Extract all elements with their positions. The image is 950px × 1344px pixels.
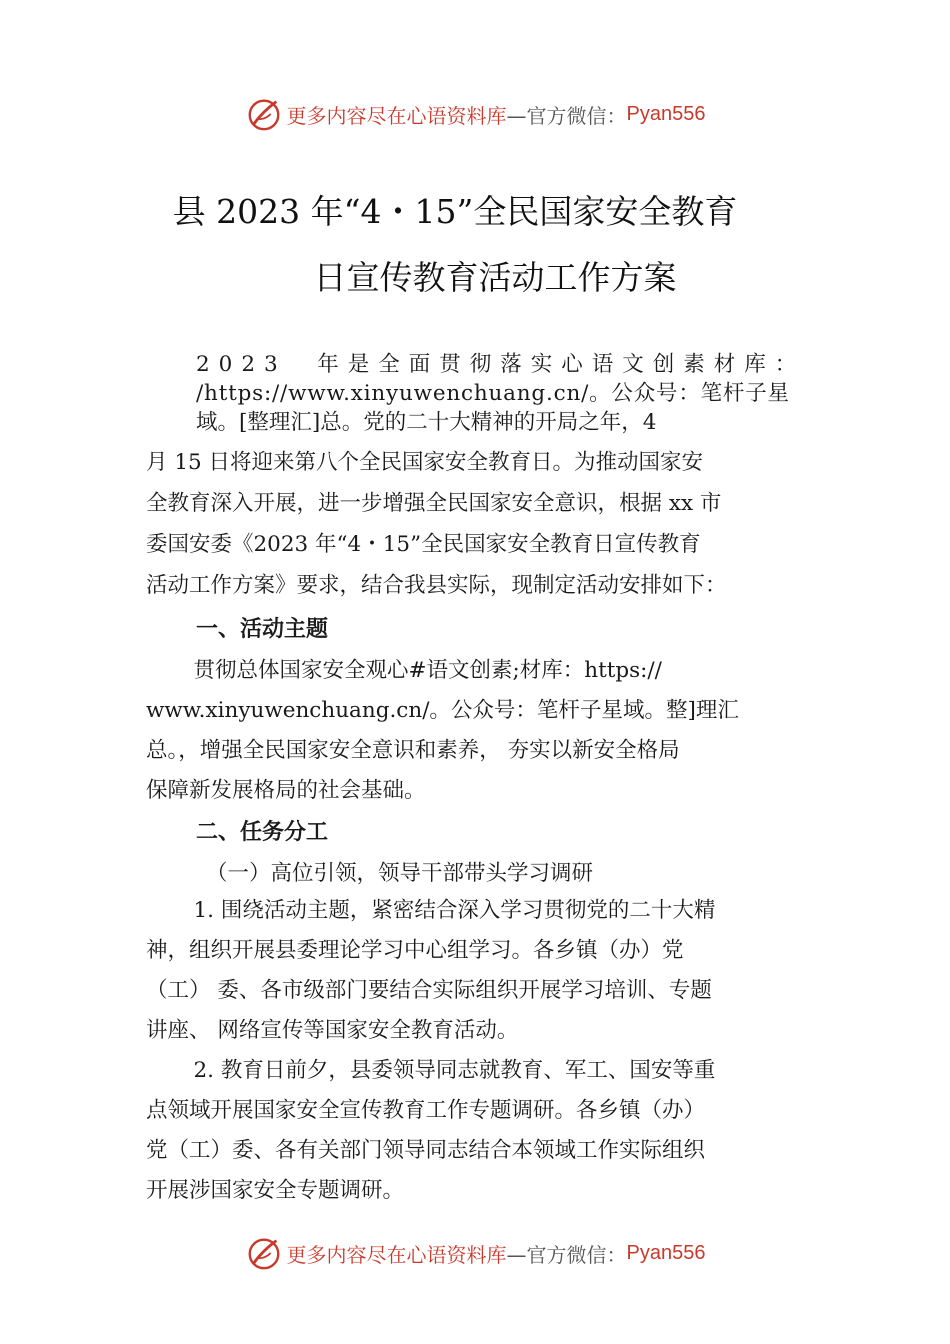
intro-body-line-1: 月 15 日将迎来第八个全民国家安全教育日。为推动国家安 bbox=[146, 450, 704, 475]
item-1-line-4: 讲座、 网络宣传等国家安全教育活动。 bbox=[146, 1018, 519, 1043]
item-2-line-4: 开展涉国家安全专题调研。 bbox=[146, 1178, 405, 1203]
intro-body-line-2: 全教育深入开展，进一步增强全民国家安全意识，根据 xx 市 bbox=[146, 491, 722, 516]
banner-brand-text: 更多内容尽在心语资料库 bbox=[286, 1242, 507, 1267]
section-1-line-3: 总。，增强全民国家安全意识和素养， 夯实以新安全格局 bbox=[146, 738, 680, 763]
section-1-heading: 一、活动主题 bbox=[196, 617, 329, 642]
section-1-line-2: www.xinyuwenchuang.cn/。公众号：笔杆子星域。整]理汇 bbox=[146, 698, 739, 723]
section-2-heading: 二、任务分工 bbox=[196, 820, 329, 845]
intro-body-line-4: 活动工作方案》要求，结合我县实际，现制定活动安排如下： bbox=[146, 573, 727, 598]
document-title-line-1: 县 2023 年“4・15”全民国家安全教育 bbox=[172, 192, 738, 231]
item-2-line-2: 点领域开展国家安全宣传教育工作专题调研。各乡镇（办） bbox=[146, 1098, 706, 1123]
brush-logo-icon bbox=[245, 1234, 283, 1272]
section-1-line-1: 贯彻总体国家安全观心#语文创素;材库：https:// bbox=[172, 658, 662, 683]
item-2-line-3: 党（工）委、各有关部门领导同志结合本领域工作实际组织 bbox=[146, 1138, 706, 1163]
banner-brand-text: 更多内容尽在心语资料库 bbox=[286, 103, 507, 128]
footer-banner bbox=[0, 1233, 950, 1273]
banner-wechat-label: —官方微信： bbox=[506, 103, 627, 128]
banner-wechat-handle: Pyan556 bbox=[626, 102, 706, 125]
item-1-line-1: 1. 围绕活动主题，紧密结合深入学习贯彻党的二十大精 bbox=[172, 898, 716, 923]
item-1-line-3: （工） 委、各市级部门要结合实际组织开展学习培训、专题 bbox=[146, 978, 712, 1003]
brush-logo-icon bbox=[245, 95, 283, 133]
intro-line-2: /https://www.xinyuwenchuang.cn/。公众号：笔杆子星 bbox=[196, 381, 790, 406]
section-1-line-4: 保障新发展格局的社会基础。 bbox=[146, 778, 426, 803]
intro-line-1: 2023 年是全面贯彻落实心语文创素材库： bbox=[196, 352, 806, 377]
banner-wechat-label: —官方微信： bbox=[506, 1242, 627, 1267]
document-title-line-2: 日宣传教育活动工作方案 bbox=[313, 258, 677, 297]
section-2-subheading-1: （一）高位引领，领导干部带头学习调研 bbox=[206, 861, 594, 886]
intro-body-line-3: 委国安委《2023 年“4・15”全民国家安全教育日宣传教育 bbox=[146, 532, 701, 557]
banner-wechat-handle: Pyan556 bbox=[626, 1241, 706, 1264]
item-1-line-2: 神，组织开展县委理论学习中心组学习。各乡镇（办）党 bbox=[146, 938, 684, 963]
header-banner bbox=[0, 94, 950, 134]
item-2-line-1: 2. 教育日前夕，县委领导同志就教育、军工、国安等重 bbox=[172, 1058, 716, 1083]
intro-line-3: 域。[整理汇]总。党的二十大精神的开局之年，4 bbox=[196, 410, 657, 435]
